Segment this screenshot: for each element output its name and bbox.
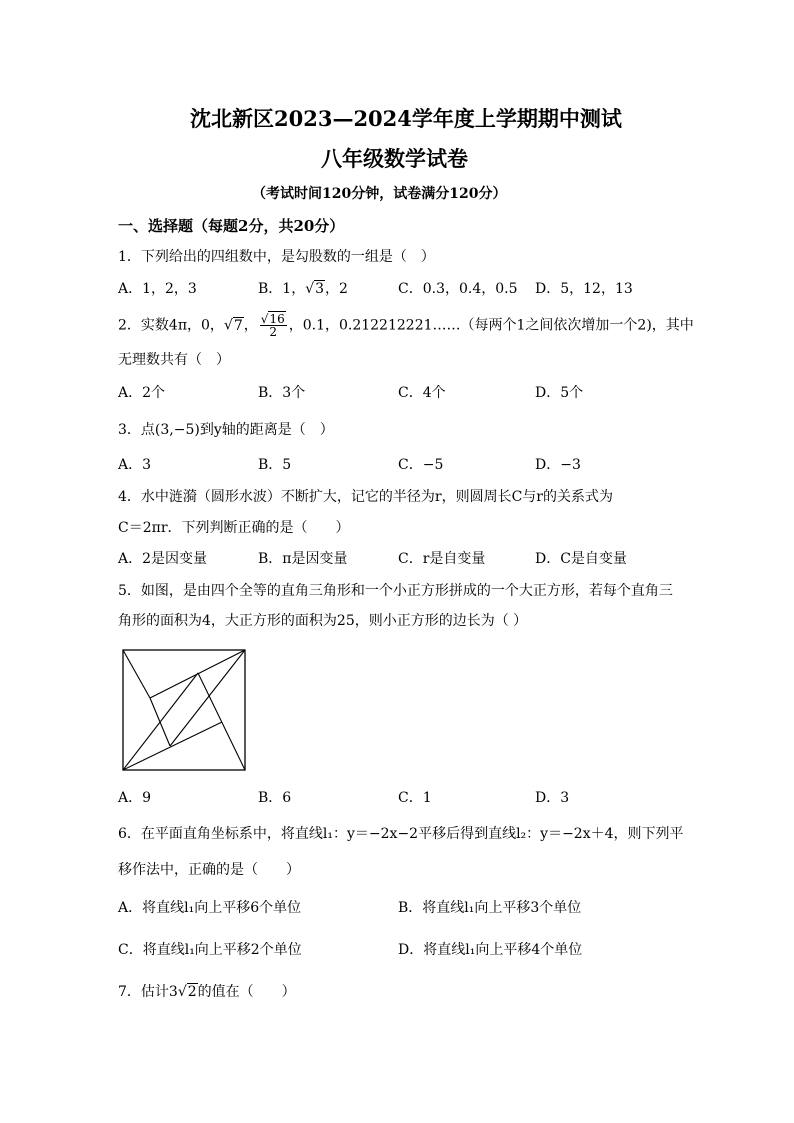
question-2-stem: 2．实数4π，0，√7， $\frac{√16}{2}$ ，0.1，0.212212221……（每两个1之间依次增加一个2)，其中 [118,312,694,339]
question-4-stem-line2: C＝2πr．下列判断正确的是（ ） [118,520,350,536]
pythagoras-square-figure [122,649,247,772]
question-4-option-c: C．r是自变量 [398,551,486,567]
triangle-edge-6 [150,698,170,746]
question-2-option-d: D．5个 [535,385,584,401]
question-1-option-a: A．1，2，3 [118,281,197,297]
question-5-option-c: C．1 [398,790,432,806]
question-4-option-a: A．2是因变量 [118,551,208,567]
section-heading: 一、选择题（每题2分，共20分） [118,217,345,235]
question-5-option-b: B．6 [258,790,292,806]
question-3-option-b: B．5 [258,457,292,473]
exam-note: （考试时间120分钟，试卷满分120分） [252,186,507,202]
question-1-option-c: C．0.3，0.4，0.5 [398,281,518,297]
question-2-stem-line2: 无理数共有（ ） [118,352,230,368]
question-3-stem: 3．点(3,−5)到y轴的距离是（ ） [118,422,334,438]
question-6-option-c: C．将直线l₁向上平移2个单位 [118,942,302,958]
triangle-edge-5 [198,673,245,770]
question-1-option-b: B．1，√3，2 [258,281,348,297]
question-3-option-c: C．−5 [398,457,444,473]
question-2-option-c: C．4个 [398,385,446,401]
triangle-edge-4 [123,673,198,770]
question-3-option-d: D．−3 [535,457,581,473]
question-6-stem-line2: 移作法中，正确的是（ ） [118,862,300,878]
question-5-stem-line2: 角形的面积为4，大正方形的面积为25，则小正方形的边长为（ ） [118,613,528,629]
exam-title: 沈北新区2023—2024学年度上学期期中测试 [190,106,622,131]
triangle-edge-1 [123,650,150,698]
outer-square [123,650,245,770]
question-4-stem: 4．水中涟漪（圆形水波）不断扩大，记它的半径为r，则圆周长C与r的关系式为 [118,489,614,505]
question-3-option-a: A．3 [118,457,152,473]
fraction-sqrt16-over-2: $\frac{√16}{2}$ [260,312,285,339]
question-2-option-b: B．3个 [258,385,306,401]
triangle-edge-3 [170,650,245,746]
question-6-option-d: D．将直线l₁向上平移4个单位 [398,942,583,958]
question-1-option-d: D．5，12，13 [535,281,633,297]
question-2-option-a: A．2个 [118,385,166,401]
question-6-option-a: A．将直线l₁向上平移6个单位 [118,900,302,916]
triangle-edge-7 [123,722,222,770]
exam-subtitle: 八年级数学试卷 [321,146,468,171]
question-6-stem: 6．在平面直角坐标系中，将直线l₁：y＝−2x−2平移后得到直线l₂：y＝−2x＋4，则下列平 [118,826,684,842]
question-5-option-d: D．3 [535,790,570,806]
question-4-option-b: B．π是因变量 [258,551,348,567]
question-5-stem: 5．如图，是由四个全等的直角三角形和一个小正方形拼成的一个大正方形，若每个直角三 [118,583,673,599]
question-5-option-a: A．9 [118,790,152,806]
question-6-option-b: B．将直线l₁向上平移3个单位 [398,900,582,916]
question-4-option-d: D．C是自变量 [535,551,627,567]
question-1-stem: 1．下列给出的四组数中，是勾股数的一组是（ ） [118,249,435,265]
question-7-stem: 7．估计3√2的值在（ ） [118,984,296,1000]
